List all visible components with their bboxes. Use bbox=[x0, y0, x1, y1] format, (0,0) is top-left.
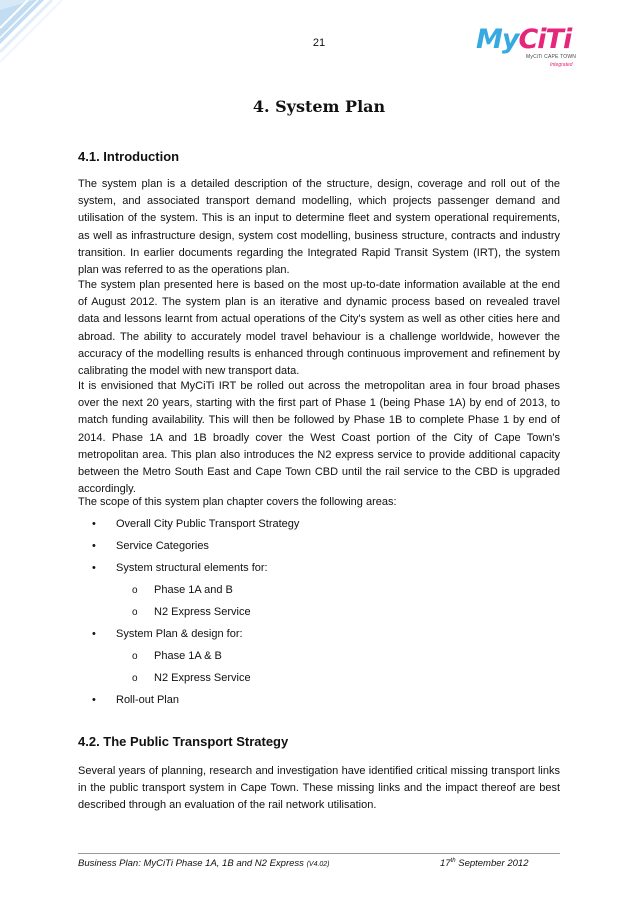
logo-tagline-2: Integrated bbox=[550, 62, 573, 68]
sub-bullet-icon: o bbox=[132, 607, 138, 618]
footer-date: 17th September 2012 bbox=[440, 858, 529, 870]
section-heading-public-transport-strategy: 4.2. The Public Transport Strategy bbox=[78, 734, 289, 749]
logo-tagline: MyCiTi CAPE TOWN bbox=[526, 54, 577, 60]
bullet-icon: • bbox=[92, 518, 96, 530]
list-item: • System Plan & design for: bbox=[78, 626, 560, 648]
list-item: • Overall City Public Transport Strategy bbox=[78, 516, 560, 538]
myciti-logo bbox=[476, 24, 596, 80]
paragraph-1: The system plan is a detailed description of the structure, design, coverage and roll out of the system, and associated transport demand modelling, which projects passenger demand and utilisation of the system. This is an input to determine fleet and system operational requirements, as well as infrastructure design, system cost modelling, business structure, contracts and industry transition. In earlier documents regarding the Integrated Rapid Transit System (IRT), the system plan was referred to as the operations plan. bbox=[78, 178, 560, 277]
paragraph-2: The system plan presented here is based on the most up-to-date information available at the end of August 2012. The system plan is an iterative and dynamic process based on revealed travel data and lessons learnt from actual operations of the City's system as well as other cities here and abroad. The ability to accurately model travel behaviour is a challenge worldwide, however the accuracy of the modelling results is enhanced through continuous improvement and refinement by calibrating the model with new transport data. bbox=[78, 279, 560, 378]
bullet-icon: • bbox=[92, 540, 96, 552]
section-heading-introduction: 4.1. Introduction bbox=[78, 149, 180, 164]
paragraph-4: The scope of this system plan chapter covers the following areas: bbox=[78, 496, 397, 508]
list-item: • Service Categories bbox=[78, 538, 560, 560]
sub-bullet-icon: o bbox=[132, 673, 138, 684]
list-subitem: o N2 Express Service bbox=[78, 670, 560, 692]
bullet-icon: • bbox=[92, 694, 96, 706]
list-subitem: o Phase 1A & B bbox=[78, 648, 560, 670]
chapter-title: 4. System Plan bbox=[252, 97, 386, 116]
list-subitem: o N2 Express Service bbox=[78, 604, 560, 626]
bullet-icon: • bbox=[92, 628, 96, 640]
sub-bullet-icon: o bbox=[132, 651, 138, 662]
paragraph-5: Several years of planning, research and investigation have identified critical missing transport links in the public transport system in Cape Town. These missing links and the impact thereof are best described through an evaluation of the rail network utilisation. bbox=[78, 765, 560, 812]
sub-bullet-icon: o bbox=[132, 585, 138, 596]
scope-list bbox=[78, 516, 560, 714]
paragraph-3: It is envisioned that MyCiTi IRT be rolled out across the metropolitan area in four broad phases over the next 20 years, starting with the first part of Phase 1 (being Phase 1A) by end of 2013, to match funding availability. This will then be followed by Phase 1B to complete Phase 1 by end of 2014. Phase 1A and 1B broadly cover the West Coast portion of the City of Cape Town's metropolitan area. This plan also introduces the N2 express service to provide additional capacity between the Metro South East and Cape Town CBD until the rail service to the CBD is upgraded accordingly. bbox=[78, 380, 560, 496]
footer-divider bbox=[78, 853, 560, 854]
bullet-icon: • bbox=[92, 562, 96, 574]
list-item: • Roll-out Plan bbox=[78, 692, 560, 714]
logo-wordmark: MyCiTi bbox=[476, 24, 572, 55]
list-subitem: o Phase 1A and B bbox=[78, 582, 560, 604]
footer-document-title: Business Plan: MyCiTi Phase 1A, 1B and N2 Express (V4.02) bbox=[78, 858, 330, 869]
page-number: 21 bbox=[312, 37, 326, 49]
list-item: • System structural elements for: bbox=[78, 560, 560, 582]
